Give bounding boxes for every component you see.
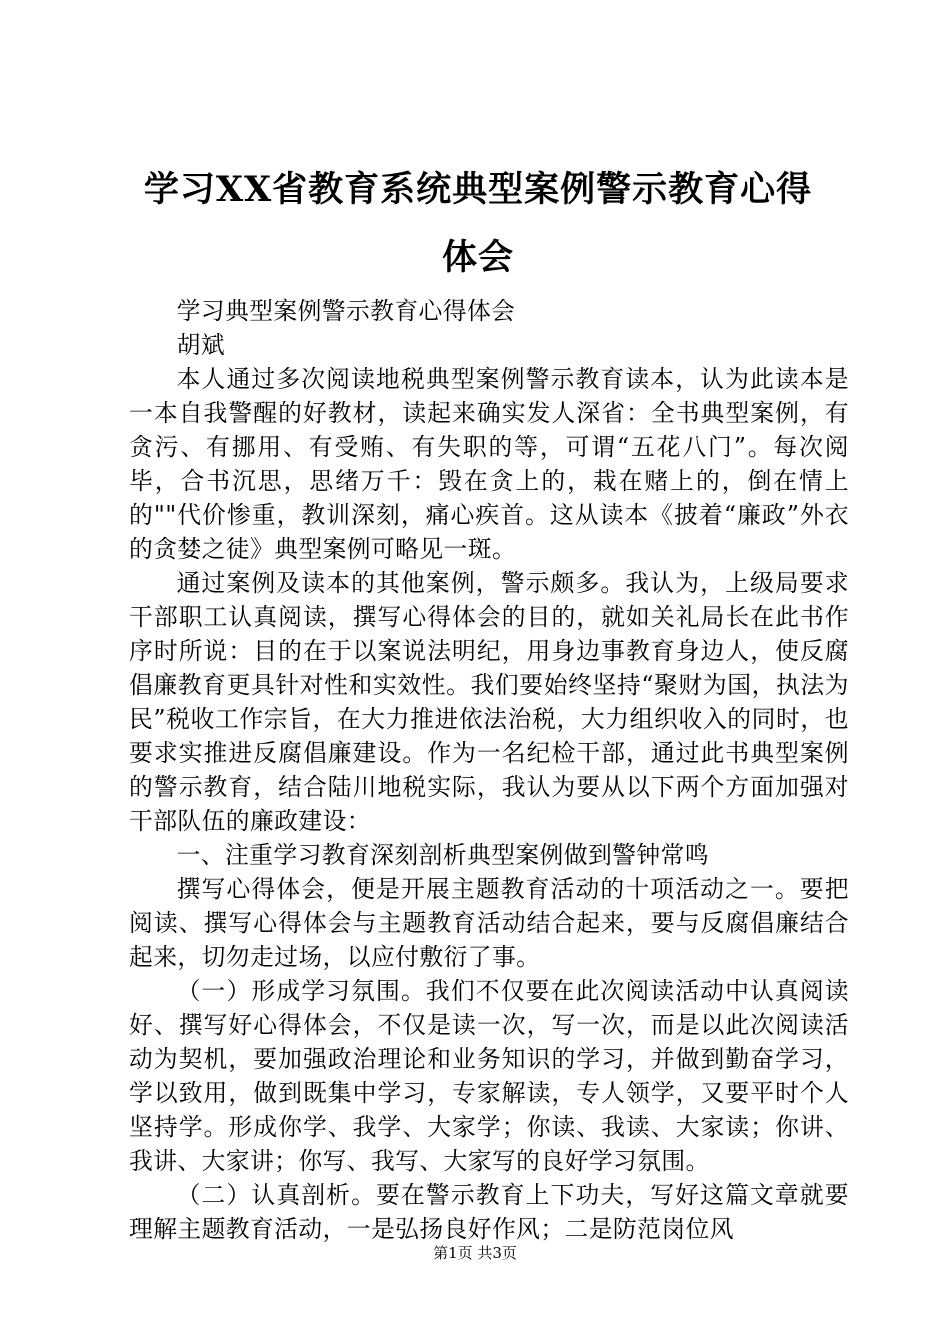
paragraph: （二）认真剖析。要在警示教育上下功夫，写好这篇文章就要理解主题教育活动，一是弘扬良好作风；二是防范岗位风 xyxy=(129,1181,849,1243)
section-heading: 一、注重学习教育深刻剖析典型案例做到警钟常鸣 xyxy=(176,841,709,869)
paragraph: 本人通过多次阅读地税典型案例警示教育读本，认为此读本是一本自我警醒的好教材，读起来确实发人深省：全书典型案例，有贪污、有挪用、有受贿、有失职的等，可谓“五花八门”。每次阅毕，合书沉思，思绪万千：毁在贪上的，栽在赌上的，倒在情上的""代价惨重，教训深刻，痛心疾首。这从读本《披着“廉政”外衣的贪婪之徒》典型案例可略见一斑。 xyxy=(129,365,849,563)
page-number-footer: 第1页 共3页 xyxy=(433,1244,517,1262)
author: 胡斌 xyxy=(176,331,225,359)
document-title: 学习XX省教育系统典型案例警示教育心得体会 xyxy=(143,169,813,278)
paragraph: （一）形成学习氛围。我们不仅要在此次阅读活动中认真阅读好、撰写好心得体会，不仅是读一次，写一次，而是以此次阅读活动为契机，要加强政治理论和业务知识的学习，并做到勤奋学习，学以致用，做到既集中学习，专家解读，专人领学，又要平时个人坚持学。形成你学、我学、大家学；你读、我读、大家读；你讲、我讲、大家讲；你写、我写、大家写的良好学习氛围。 xyxy=(129,977,849,1175)
document-body xyxy=(129,294,849,1246)
paragraph: 撰写心得体会，便是开展主题教育活动的十项活动之一。要把阅读、撰写心得体会与主题教育活动结合起来，要与反腐倡廉结合起来，切勿走过场，以应付敷衍了事。 xyxy=(129,875,849,971)
paragraph: 通过案例及读本的其他案例，警示颇多。我认为，上级局要求干部职工认真阅读，撰写心得体会的目的，就如关礼局长在此书作序时所说：目的在于以案说法明纪，用身边事教育身边人，使反腐倡廉教育更具针对性和实效性。我们要始终坚持“聚财为国，执法为民”税收工作宗旨，在大力推进依法治税，大力组织收入的同时，也要求实推进反腐倡廉建设。作为一名纪检干部，通过此书典型案例的警示教育，结合陆川地税实际，我认为要从以下两个方面加强对干部队伍的廉政建设： xyxy=(129,569,849,835)
subtitle: 学习典型案例警示教育心得体会 xyxy=(176,297,516,325)
